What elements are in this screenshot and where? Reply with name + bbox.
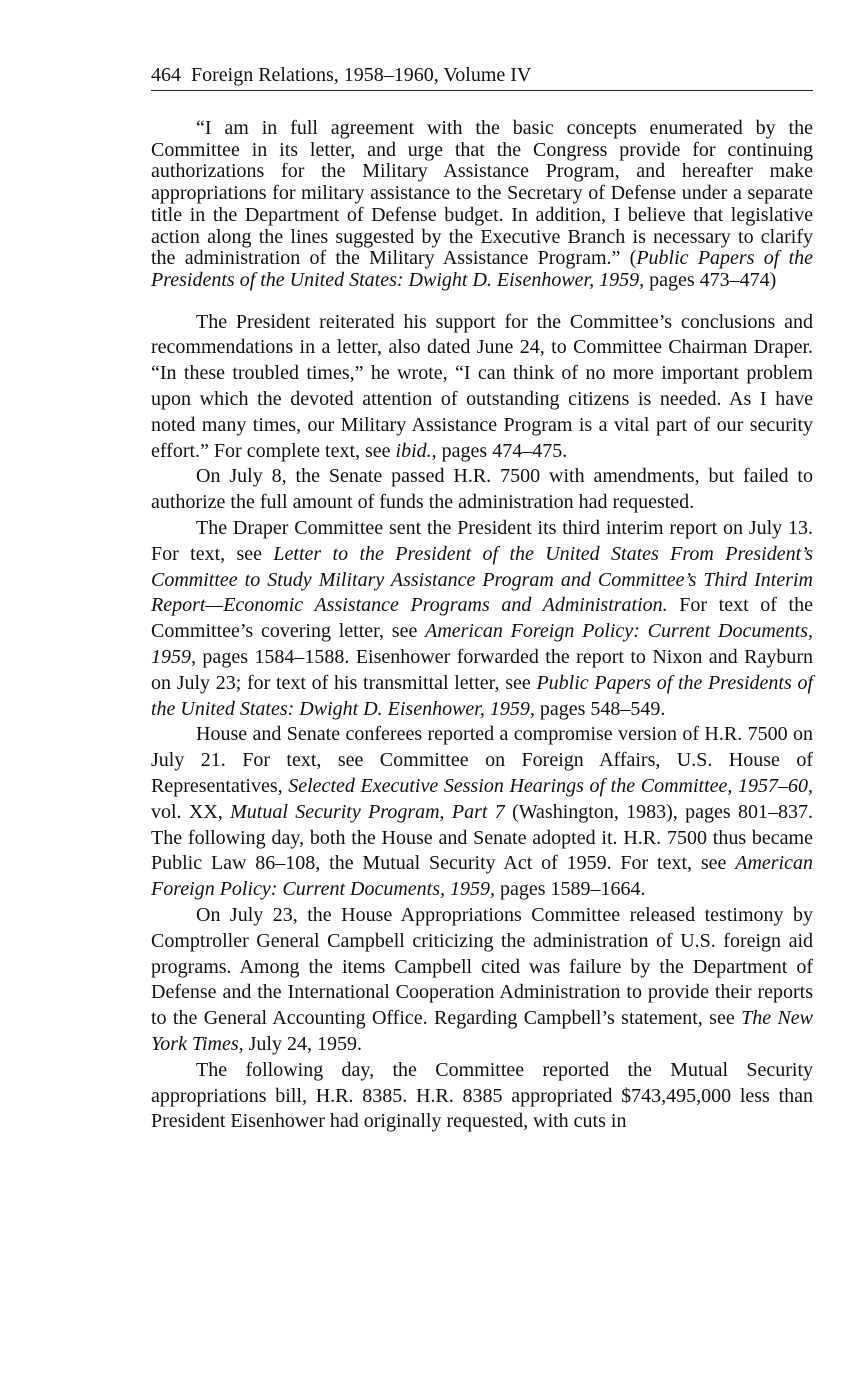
- paragraph-senate-passed: On July 8, the Senate passed H.R. 7500 with amendments, but failed to authorize the full amount of funds the administration had requested.: [151, 465, 813, 514]
- page-number: 464: [151, 64, 181, 86]
- paragraph-draper-report: The Draper Committee sent the President its third interim report on July 13. For text, see Letter to the President of the United States From President’s Committee to Study Military Assistance Program and Committee’s Third Interim Report—Economic Assistance Programs and Administration. For text of the Committee’s covering letter, see American Foreign Policy: Current Documents, 1959, pages 1584–1588. Eisenhower forwarded the report to Nixon and Rayburn on July 23; for text of his transmittal letter, see Public Papers of the Presidents of the United States: Dwight D. Eisenhower, 1959, pages 548–549.: [151, 517, 814, 720]
- paragraph-appropriations-bill: The following day, the Committee reported the Mutual Security appropriations bill, H.R. 8385. H.R. 8385 appropriated $743,495,000 less than President Eisenhower had originally requested, with cuts in: [151, 1058, 813, 1133]
- paragraph-campbell-testimony: On July 23, the House Appropriations Committee released testimony by Comptroller General Campbell criticizing the administration of U.S. foreign aid programs. Among the items Campbell cited was failure by the Department of Defense and the International Cooperation Administration to provide their reports to the General Accounting Office. Regarding Campbell’s statement, see The New York Times, July 24, 1959.: [151, 903, 813, 1055]
- block-quote: “I am in full agreement with the basic concepts enumerated by the Committee in its letter, and urge that the Congress provide for continuing authorizations for the Military Assistance Program, and hereafter make appropriations for military assistance to the Secretary of Defense under a separate title in the Department of Defense budget. In addition, I believe that legislative action along the lines suggested by the Executive Branch is necessary to clarify the administration of the Military Assistance Program.” (Public Papers of the Presidents of the United States: Dwight D. Eisenhower, 1959, pages 473–474): [151, 117, 814, 291]
- running-header: [151, 62, 813, 91]
- paragraph-conferees: House and Senate conferees reported a compromise version of H.R. 7500 on July 21. For text, see Committee on Foreign Affairs, U.S. House of Representatives, Selected Executive Session Hearings of the Committee, 1957–60, vol. XX, Mutual Security Program, Part 7 (Washington, 1983), pages 801–837. The following day, both the House and Senate adopted it. H.R. 7500 thus became Public Law 86–108, the Mutual Security Act of 1959. For text, see American Foreign Policy: Current Documents, 1959, pages 1589–1664.: [151, 723, 814, 901]
- volume-title: Foreign Relations, 1958–1960, Volume IV: [191, 64, 532, 86]
- document-page: [151, 62, 813, 1135]
- paragraph-president-letter: The President reiterated his support for the Committee’s conclusions and recommendations in a letter, also dated June 24, to Committee Chairman Draper. “In these troubled times,” he wrote, “I can think of no more important problem upon which the devoted attention of outstanding citizens is needed. As I have noted many times, our Military Assistance Program is a vital part of our security effort.” For complete text, see ibid., pages 474–475.: [151, 310, 813, 462]
- body-text: [151, 310, 813, 1136]
